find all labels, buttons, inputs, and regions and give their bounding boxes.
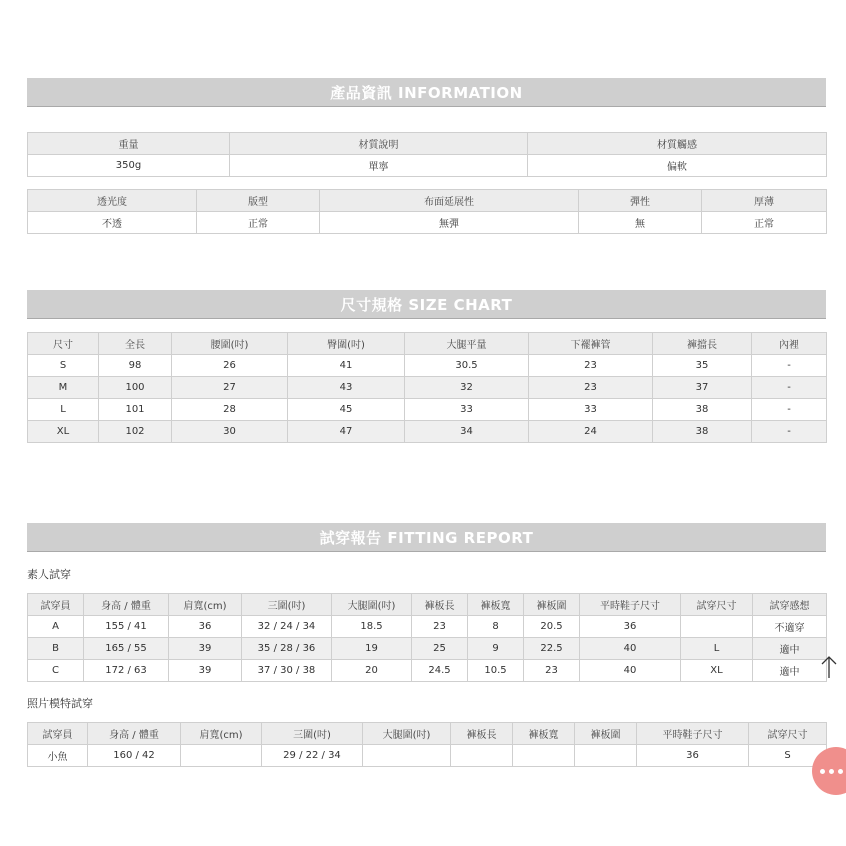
header-cell: 平時鞋子尺寸 — [637, 723, 749, 745]
table-cell: 20.5 — [524, 616, 580, 638]
table-cell: 40 — [580, 660, 681, 682]
header-cell: 布面延展性 — [320, 190, 579, 212]
header-cell: 全長 — [99, 333, 172, 355]
amateur-fitting-table — [27, 593, 827, 682]
size-chart-banner: 尺寸規格 SIZE CHART — [27, 290, 826, 319]
header-cell: 臀圍(吋) — [288, 333, 405, 355]
table-cell: 無 — [579, 212, 702, 234]
table-cell — [575, 745, 637, 767]
header-cell: 透光度 — [28, 190, 197, 212]
header-cell: 尺寸 — [28, 333, 99, 355]
table-cell: XL — [28, 421, 99, 443]
table-cell: 33 — [405, 399, 529, 421]
table-cell: - — [752, 355, 827, 377]
header-cell: 平時鞋子尺寸 — [580, 594, 681, 616]
table-cell: 24 — [529, 421, 653, 443]
header-cell: 材質說明 — [230, 133, 528, 155]
header-cell: 試穿員 — [28, 723, 88, 745]
fabric-table — [27, 189, 827, 234]
table-cell: 36 — [637, 745, 749, 767]
table-cell: A — [28, 616, 84, 638]
header-cell: 重量 — [28, 133, 230, 155]
table-cell: 27 — [172, 377, 288, 399]
table-cell: 9 — [468, 638, 524, 660]
table-cell: 39 — [169, 638, 242, 660]
chat-button[interactable] — [812, 747, 846, 795]
table-cell: 30.5 — [405, 355, 529, 377]
table-cell: 47 — [288, 421, 405, 443]
header-cell: 身高 / 體重 — [84, 594, 169, 616]
header-cell: 試穿員 — [28, 594, 84, 616]
table-cell: 28 — [172, 399, 288, 421]
table-cell: 正常 — [702, 212, 827, 234]
header-cell: 褲板寬 — [513, 723, 575, 745]
table-cell: 單寧 — [230, 155, 528, 177]
table-cell: 30 — [172, 421, 288, 443]
table-cell: 正常 — [197, 212, 320, 234]
header-cell: 褲板長 — [451, 723, 513, 745]
header-cell: 大腿圍(吋) — [332, 594, 412, 616]
table-cell: 19 — [332, 638, 412, 660]
table-cell: 無彈 — [320, 212, 579, 234]
table-cell — [513, 745, 575, 767]
table-cell: - — [752, 421, 827, 443]
table-cell: 33 — [529, 399, 653, 421]
header-cell: 身高 / 體重 — [88, 723, 181, 745]
header-cell: 褲板圍 — [524, 594, 580, 616]
table-cell: 23 — [524, 660, 580, 682]
arrow-up-icon — [820, 655, 838, 679]
chat-bubble-icon — [829, 769, 834, 774]
header-cell: 三圍(吋) — [262, 723, 363, 745]
table-cell: 8 — [468, 616, 524, 638]
table-cell: 102 — [99, 421, 172, 443]
table-row — [28, 355, 827, 377]
table-row — [28, 399, 827, 421]
chat-bubble-icon — [820, 769, 825, 774]
header-cell: 大腿平量 — [405, 333, 529, 355]
table-cell: 小魚 — [28, 745, 88, 767]
table-cell: 26 — [172, 355, 288, 377]
table-cell: 25 — [412, 638, 468, 660]
table-cell: M — [28, 377, 99, 399]
table-cell: 不適穿 — [753, 616, 827, 638]
header-cell: 腰圍(吋) — [172, 333, 288, 355]
table-cell: 23 — [529, 377, 653, 399]
table-cell: 35 / 28 / 36 — [242, 638, 332, 660]
table-row — [28, 377, 827, 399]
table-cell: 155 / 41 — [84, 616, 169, 638]
table-cell: 39 — [169, 660, 242, 682]
header-cell: 肩寬(cm) — [181, 723, 262, 745]
table-row — [28, 745, 827, 767]
table-cell: 18.5 — [332, 616, 412, 638]
table-cell: 32 — [405, 377, 529, 399]
amateur-fitting-label: 素人試穿 — [27, 568, 71, 581]
table-cell: 38 — [653, 421, 752, 443]
table-cell: 160 / 42 — [88, 745, 181, 767]
table-cell: - — [752, 377, 827, 399]
chat-bubble-icon — [838, 769, 843, 774]
information-banner: 產品資訊 INFORMATION — [27, 78, 826, 107]
size-chart-table — [27, 332, 827, 443]
table-cell: 32 / 24 / 34 — [242, 616, 332, 638]
table-cell: 29 / 22 / 34 — [262, 745, 363, 767]
table-cell: 38 — [653, 399, 752, 421]
header-cell: 版型 — [197, 190, 320, 212]
table-cell: 適中 — [753, 660, 827, 682]
table-cell: 36 — [580, 616, 681, 638]
header-cell: 大腿圍(吋) — [363, 723, 451, 745]
header-cell: 內裡 — [752, 333, 827, 355]
header-cell: 彈性 — [579, 190, 702, 212]
table-cell: L — [681, 638, 753, 660]
table-cell: 不透 — [28, 212, 197, 234]
table-cell — [451, 745, 513, 767]
table-cell: 24.5 — [412, 660, 468, 682]
table-cell: S — [28, 355, 99, 377]
table-cell: 101 — [99, 399, 172, 421]
table-cell: 20 — [332, 660, 412, 682]
table-cell: 172 / 63 — [84, 660, 169, 682]
table-row — [28, 660, 827, 682]
table-cell: 37 — [653, 377, 752, 399]
table-cell — [681, 616, 753, 638]
table-cell: 23 — [412, 616, 468, 638]
header-cell: 褲擋長 — [653, 333, 752, 355]
table-cell: 34 — [405, 421, 529, 443]
table-cell: C — [28, 660, 84, 682]
table-cell: 36 — [169, 616, 242, 638]
header-cell: 下襬褲管 — [529, 333, 653, 355]
table-cell: 165 / 55 — [84, 638, 169, 660]
header-cell: 材質觸感 — [528, 133, 827, 155]
table-cell: - — [752, 399, 827, 421]
table-cell: 40 — [580, 638, 681, 660]
header-cell: 試穿感想 — [753, 594, 827, 616]
table-cell: S — [749, 745, 827, 767]
table-cell: 98 — [99, 355, 172, 377]
header-cell: 褲板長 — [412, 594, 468, 616]
table-cell: 偏軟 — [528, 155, 827, 177]
header-cell: 褲板圍 — [575, 723, 637, 745]
table-cell: 37 / 30 / 38 — [242, 660, 332, 682]
header-cell: 試穿尺寸 — [749, 723, 827, 745]
table-cell: 41 — [288, 355, 405, 377]
table-cell: 43 — [288, 377, 405, 399]
table-row — [28, 616, 827, 638]
model-fitting-label: 照片模特試穿 — [27, 697, 93, 710]
table-cell — [181, 745, 262, 767]
fitting-report-banner: 試穿報告 FITTING REPORT — [27, 523, 826, 552]
model-fitting-table — [27, 722, 827, 767]
header-cell: 褲板寬 — [468, 594, 524, 616]
table-cell: B — [28, 638, 84, 660]
table-cell: 適中 — [753, 638, 827, 660]
table-cell — [363, 745, 451, 767]
scroll-to-top-button[interactable] — [816, 654, 842, 680]
header-cell: 厚薄 — [702, 190, 827, 212]
table-cell: L — [28, 399, 99, 421]
header-cell: 三圍(吋) — [242, 594, 332, 616]
table-cell: 22.5 — [524, 638, 580, 660]
table-row — [28, 421, 827, 443]
header-cell: 試穿尺寸 — [681, 594, 753, 616]
header-cell: 肩寬(cm) — [169, 594, 242, 616]
table-cell: 10.5 — [468, 660, 524, 682]
table-cell: 100 — [99, 377, 172, 399]
material-table — [27, 132, 827, 177]
table-cell: 35 — [653, 355, 752, 377]
table-cell: 23 — [529, 355, 653, 377]
table-row — [28, 638, 827, 660]
table-cell: 45 — [288, 399, 405, 421]
table-cell: 350g — [28, 155, 230, 177]
table-cell: XL — [681, 660, 753, 682]
